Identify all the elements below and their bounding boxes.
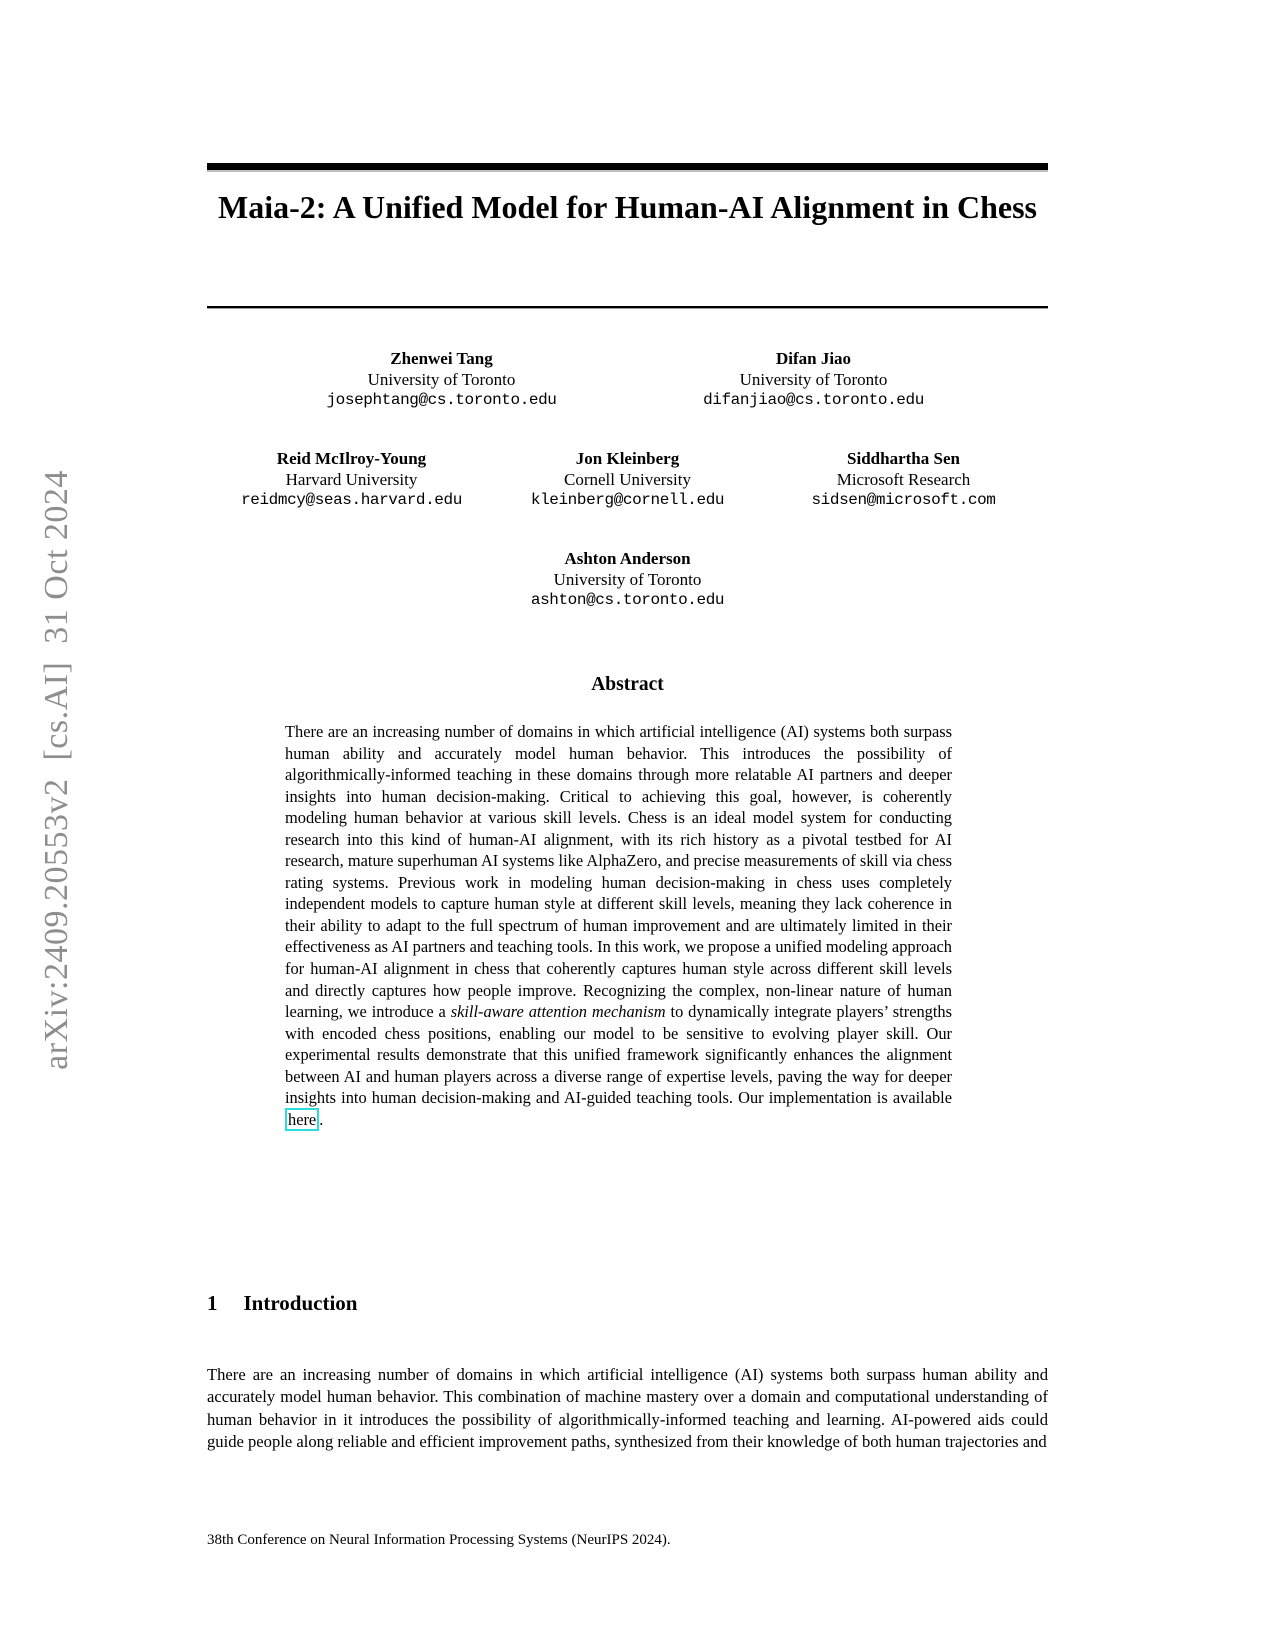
abstract-text (285, 721, 952, 1130)
paper-title: Maia-2: A Unified Model for Human-AI Alignment in Chess (218, 189, 1037, 225)
author-affiliation: University of Toronto (553, 570, 702, 589)
author-email: ashton@cs.toronto.edu (530, 591, 725, 609)
author-block (766, 448, 1042, 510)
paper-column (207, 0, 1048, 1650)
arxiv-stamp: arXiv:2409.20553v2 [cs.AI] 31 Oct 2024 (38, 470, 75, 1070)
section-title: Introduction (243, 1291, 358, 1315)
author-affiliation: University of Toronto (367, 370, 516, 389)
author-affiliation: Microsoft Research (836, 470, 971, 489)
abstract-segment: skill-aware attention mechanism (450, 1002, 666, 1022)
author-affiliation: University of Toronto (739, 370, 888, 389)
author-name: Zhenwei Tang (390, 349, 493, 368)
authors-row-1 (207, 348, 1048, 410)
author-email: sidsen@microsoft.com (811, 491, 996, 509)
abstract-heading: Abstract (591, 674, 664, 695)
author-email: josephtang@cs.toronto.edu (326, 391, 557, 409)
author-email: reidmcy@seas.harvard.edu (241, 491, 462, 509)
author-email: difanjiao@cs.toronto.edu (703, 391, 924, 409)
author-block (628, 348, 1000, 410)
abstract-segment: . (319, 1109, 324, 1129)
author-block (442, 548, 814, 610)
section-heading-introduction (207, 1291, 357, 1316)
authors-row-3 (207, 548, 1048, 610)
author-name: Difan Jiao (775, 349, 852, 368)
author-affiliation: Harvard University (285, 470, 418, 489)
introduction-paragraph: There are an increasing number of domains in which artificial intelligence (AI) systems both surpass human ability and accurately model human behavior. This combination of machine mastery over a domain and computational understanding of human behavior in it introduces the possibility of algorithmically-informed teaching and learning. AI-powered aids could guide people along reliable and efficient improvement paths, synthesized from their knowledge of both human trajectories and (207, 1365, 1048, 1451)
author-name: Reid McIlroy-Young (276, 449, 427, 468)
abstract-segment: to dynamically integrate players’ strengths with encoded chess positions, enabling our model to be sensitive to evolving player skill. Our experimental results demonstrate that this unified framework significantly enhances the alignment between AI and human players across a diverse range of expertise levels, paving the way for deeper insights into human decision-making and AI-guided teaching tools. Our implementation is available (285, 1002, 952, 1108)
title-rule-bottom (207, 306, 1048, 308)
author-name: Jon Kleinberg (575, 449, 680, 468)
author-affiliation: Cornell University (563, 470, 691, 489)
implementation-link[interactable]: here (285, 1108, 319, 1131)
section-number: 1 (207, 1291, 218, 1315)
conference-footnote: 38th Conference on Neural Information Processing Systems (NeurIPS 2024). (207, 1532, 671, 1548)
author-email: kleinberg@cornell.edu (530, 491, 725, 509)
author-name: Ashton Anderson (564, 549, 691, 568)
author-block (490, 448, 766, 510)
authors-row-2 (207, 448, 1048, 510)
title-rule-top (207, 163, 1048, 172)
author-block (256, 348, 628, 410)
abstract-segment: There are an increasing number of domains in which artificial intelligence (AI) systems both surpass human ability and accurately model human behavior. This introduces the possibility of algorithmically-informed teaching in these domains through more relatable AI partners and deeper insights into human decision-making. Critical to achieving this goal, however, is coherently modeling human behavior at various skill levels. Chess is an ideal model system for conducting research into this kind of human-AI alignment, with its rich history as a pivotal testbed for AI research, mature superhuman AI systems like AlphaZero, and precise measurements of skill via chess rating systems. Previous work in modeling human decision-making in chess uses completely independent models to capture human style at different skill levels, meaning they lack coherence in their ability to adapt to the full spectrum of human improvement and are ultimately limited in their effectiveness as AI partners and teaching tools. In this work, we propose a unified modeling approach for human-AI alignment in chess that coherently captures human style across different skill levels and directly captures how people improve. Recognizing the complex, non-linear nature of human learning, we introduce a (285, 722, 952, 1022)
author-name: Siddhartha Sen (847, 449, 960, 468)
author-block (214, 448, 490, 510)
